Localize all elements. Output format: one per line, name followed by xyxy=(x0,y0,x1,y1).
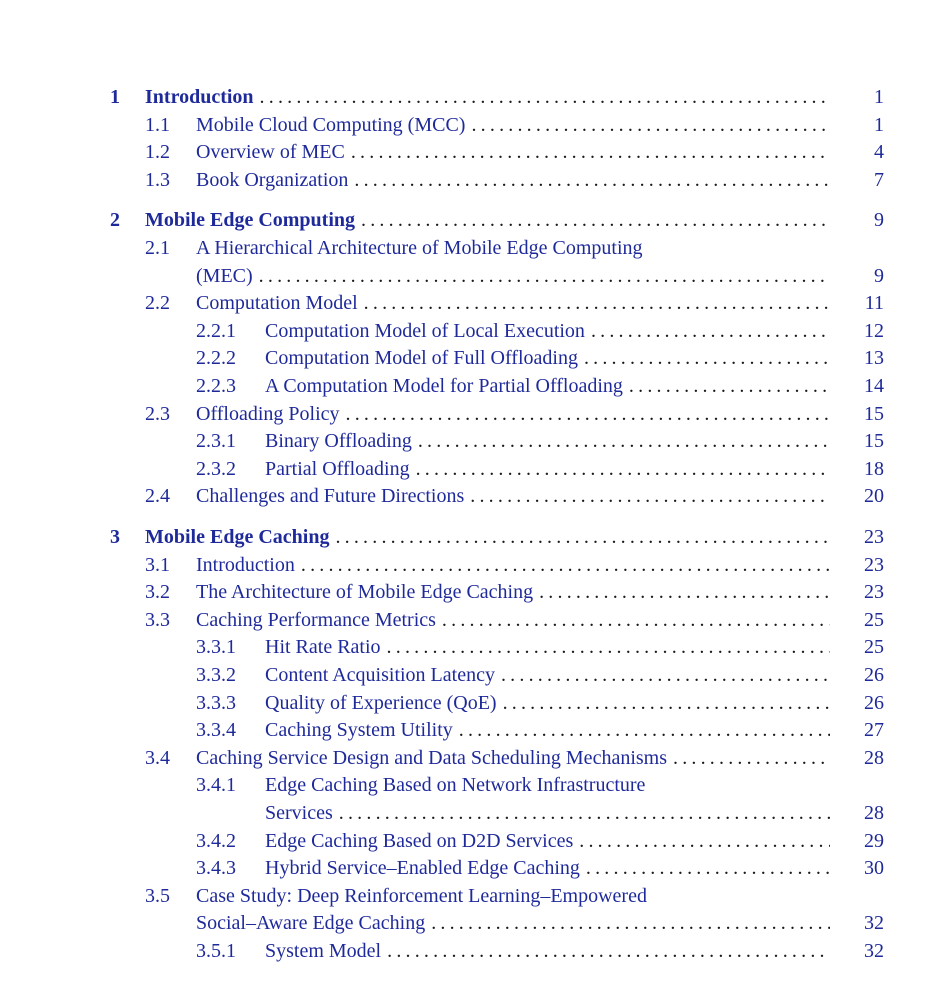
leader-dots xyxy=(358,290,830,316)
toc-subsection-number: 3.3.4 xyxy=(196,719,236,742)
toc-subsection-link[interactable] xyxy=(265,828,884,854)
toc-subsection-link[interactable] xyxy=(265,938,884,964)
leader-dots xyxy=(453,717,830,743)
toc-section-title: Offloading Policy xyxy=(196,402,340,425)
toc-chapter-title: Introduction xyxy=(145,86,254,108)
toc-subsection-page-number: 15 xyxy=(864,430,884,453)
leader-dots xyxy=(585,318,830,344)
toc-section-link[interactable] xyxy=(196,607,884,633)
toc-section-number: 2.1 xyxy=(145,237,170,259)
toc-section-page-number: 23 xyxy=(864,581,884,604)
toc-section-link[interactable] xyxy=(196,483,884,509)
toc-chapter-number: 2 xyxy=(110,209,120,232)
toc-section-number: 3.1 xyxy=(145,553,170,576)
toc-subsection-link[interactable] xyxy=(265,800,884,826)
toc-section-page-number: 25 xyxy=(864,608,884,631)
toc-subsection-number: 2.3.2 xyxy=(196,457,236,480)
toc-subsection-page-number: 13 xyxy=(864,347,884,370)
toc-section-link[interactable] xyxy=(196,263,884,289)
toc-section-title: The Architecture of Mobile Edge Caching xyxy=(196,581,534,604)
leader-dots xyxy=(573,828,830,854)
leader-dots xyxy=(578,345,830,371)
toc-subsection-page-number: 18 xyxy=(864,457,884,480)
toc-subsection-title: Hit Rate Ratio xyxy=(265,636,381,659)
toc-subsection-link[interactable] xyxy=(265,456,884,482)
leader-dots xyxy=(295,552,830,578)
leader-dots xyxy=(381,634,830,660)
toc-subsection-link[interactable] xyxy=(265,772,884,798)
toc-chapter-title: Mobile Edge Caching xyxy=(145,526,330,548)
toc-section-number: 2.3 xyxy=(145,402,170,425)
toc-section-title: (MEC) xyxy=(196,264,253,287)
toc-section-page-number: 9 xyxy=(874,264,884,287)
toc-subsection-number: 2.2.2 xyxy=(196,347,236,370)
toc-subsection-title: Hybrid Service–Enabled Edge Caching xyxy=(265,857,580,880)
toc-section-link[interactable] xyxy=(196,552,884,578)
leader-dots xyxy=(355,207,830,233)
toc-chapter-title: Mobile Edge Computing xyxy=(145,209,356,232)
toc-section-title: Case Study: Deep Reinforcement Learning–Empowered xyxy=(196,884,647,907)
toc-chapter-page-number: 23 xyxy=(864,526,884,548)
toc-subsection-title: Content Acquisition Latency xyxy=(265,664,495,686)
leader-dots xyxy=(495,662,830,688)
toc-subsection-title: Edge Caching Based on Network Infrastructure xyxy=(265,774,646,797)
toc-section-title: Computation Model xyxy=(196,292,358,315)
toc-section-title: Overview of MEC xyxy=(196,141,345,164)
leader-dots xyxy=(533,579,830,605)
toc-chapter-page-number: 9 xyxy=(874,209,884,232)
toc-section-link[interactable] xyxy=(196,112,884,138)
toc-section-number: 1.3 xyxy=(145,168,170,191)
leader-dots xyxy=(623,373,830,399)
toc-subsection-link[interactable] xyxy=(265,662,884,688)
toc-section-title: Challenges and Future Directions xyxy=(196,485,465,508)
toc-subsection-title: Caching System Utility xyxy=(265,719,453,742)
toc-section-page-number: 11 xyxy=(864,292,884,315)
toc-section-page-number: 32 xyxy=(864,912,884,935)
toc-section-number: 3.2 xyxy=(145,581,170,604)
toc-subsection-page-number: 29 xyxy=(864,829,884,852)
leader-dots xyxy=(497,690,830,716)
toc-section-page-number: 15 xyxy=(864,402,884,425)
leader-dots xyxy=(381,938,830,964)
toc-chapter-page-number: 1 xyxy=(874,86,884,108)
toc-subsection-link[interactable] xyxy=(265,318,884,344)
toc-section-link[interactable] xyxy=(196,139,884,165)
toc-subsection-title: Binary Offloading xyxy=(265,430,412,453)
toc-subsection-page-number: 26 xyxy=(864,664,884,686)
toc-section-link[interactable] xyxy=(196,167,884,193)
toc-subsection-number: 3.3.1 xyxy=(196,636,236,659)
leader-dots xyxy=(340,401,830,427)
toc-subsection-page-number: 12 xyxy=(864,319,884,342)
toc-section-link[interactable] xyxy=(196,401,884,427)
toc-subsection-title: Computation Model of Local Execution xyxy=(265,319,585,342)
toc-section-page-number: 28 xyxy=(864,746,884,769)
toc-section-title: Book Organization xyxy=(196,168,349,191)
toc-subsection-title: System Model xyxy=(265,940,382,962)
toc-chapter-link[interactable] xyxy=(145,207,884,233)
toc-section-page-number: 1 xyxy=(874,113,884,136)
toc-section-number: 1.1 xyxy=(145,113,170,136)
toc-subsection-page-number: 14 xyxy=(864,375,884,397)
leader-dots xyxy=(464,483,830,509)
toc-chapter-link[interactable] xyxy=(145,524,884,550)
toc-subsection-number: 3.3.2 xyxy=(196,664,236,686)
toc-section-link[interactable] xyxy=(196,579,884,605)
leader-dots xyxy=(580,855,830,881)
toc-section-title: Social–Aware Edge Caching xyxy=(196,912,426,935)
toc-subsection-number: 3.4.3 xyxy=(196,857,236,880)
toc-subsection-link[interactable] xyxy=(265,428,884,454)
toc-subsection-number: 3.3.3 xyxy=(196,691,236,714)
toc-subsection-title: Services xyxy=(265,802,333,824)
toc-subsection-number: 2.3.1 xyxy=(196,430,236,453)
leader-dots xyxy=(333,800,830,826)
toc-subsection-number: 2.2.3 xyxy=(196,375,236,397)
leader-dots xyxy=(348,167,830,193)
toc-subsection-title: Quality of Experience (QoE) xyxy=(265,691,497,714)
toc-section-page-number: 20 xyxy=(864,485,884,508)
toc-subsection-link[interactable] xyxy=(265,690,884,716)
toc-section-title: Mobile Cloud Computing (MCC) xyxy=(196,113,466,136)
toc-section-title: Caching Service Design and Data Scheduling Mechanisms xyxy=(196,746,667,769)
toc-chapter-number: 1 xyxy=(110,86,120,108)
toc-section-title: Caching Performance Metrics xyxy=(196,608,436,631)
toc-subsection-title: Computation Model of Full Offloading xyxy=(265,347,578,370)
toc-subsection-link[interactable] xyxy=(265,345,884,371)
toc-section-link[interactable] xyxy=(196,910,884,936)
toc-section-number: 3.4 xyxy=(145,746,170,769)
toc-section-number: 3.5 xyxy=(145,884,170,907)
toc-subsection-number: 3.4.1 xyxy=(196,774,236,797)
toc-subsection-page-number: 27 xyxy=(864,719,884,742)
toc-subsection-page-number: 28 xyxy=(864,802,884,824)
toc-section-link[interactable] xyxy=(196,745,884,771)
toc-chapter-link[interactable] xyxy=(145,84,884,110)
leader-dots xyxy=(667,745,830,771)
toc-chapter-number: 3 xyxy=(110,526,120,548)
toc-subsection-link[interactable] xyxy=(265,717,884,743)
toc-subsection-page-number: 32 xyxy=(864,940,884,962)
toc-subsection-page-number: 25 xyxy=(864,636,884,659)
toc-subsection-link[interactable] xyxy=(265,634,884,660)
leader-dots xyxy=(436,607,830,633)
leader-dots xyxy=(412,428,830,454)
toc-subsection-title: A Computation Model for Partial Offloading xyxy=(265,375,623,397)
toc-subsection-link[interactable] xyxy=(265,855,884,881)
leader-dots xyxy=(254,84,830,110)
toc-subsection-page-number: 26 xyxy=(864,691,884,714)
toc-section-number: 2.2 xyxy=(145,292,170,315)
toc-section-number: 2.4 xyxy=(145,485,170,508)
toc-subsection-title: Edge Caching Based on D2D Services xyxy=(265,829,574,852)
toc-section-title: Introduction xyxy=(196,553,295,576)
leader-dots xyxy=(329,524,830,550)
leader-dots xyxy=(410,456,830,482)
toc-section-number: 3.3 xyxy=(145,608,170,631)
toc-section-page-number: 4 xyxy=(874,141,884,164)
leader-dots xyxy=(253,263,830,289)
toc-section-link[interactable] xyxy=(196,235,884,261)
toc-section-title: A Hierarchical Architecture of Mobile Edge Computing xyxy=(196,237,643,259)
toc-subsection-title: Partial Offloading xyxy=(265,457,410,480)
toc-section-number: 1.2 xyxy=(145,141,170,164)
leader-dots xyxy=(425,910,830,936)
toc-subsection-number: 2.2.1 xyxy=(196,319,236,342)
toc-section-link[interactable] xyxy=(196,883,884,909)
toc-subsection-number: 3.5.1 xyxy=(196,940,236,962)
toc-section-page-number: 23 xyxy=(864,553,884,576)
leader-dots xyxy=(465,112,830,138)
toc-section-link[interactable] xyxy=(196,290,884,316)
toc-subsection-page-number: 30 xyxy=(864,857,884,880)
toc-subsection-link[interactable] xyxy=(265,373,884,399)
toc-subsection-number: 3.4.2 xyxy=(196,829,236,852)
toc-section-page-number: 7 xyxy=(874,168,884,191)
leader-dots xyxy=(345,139,830,165)
